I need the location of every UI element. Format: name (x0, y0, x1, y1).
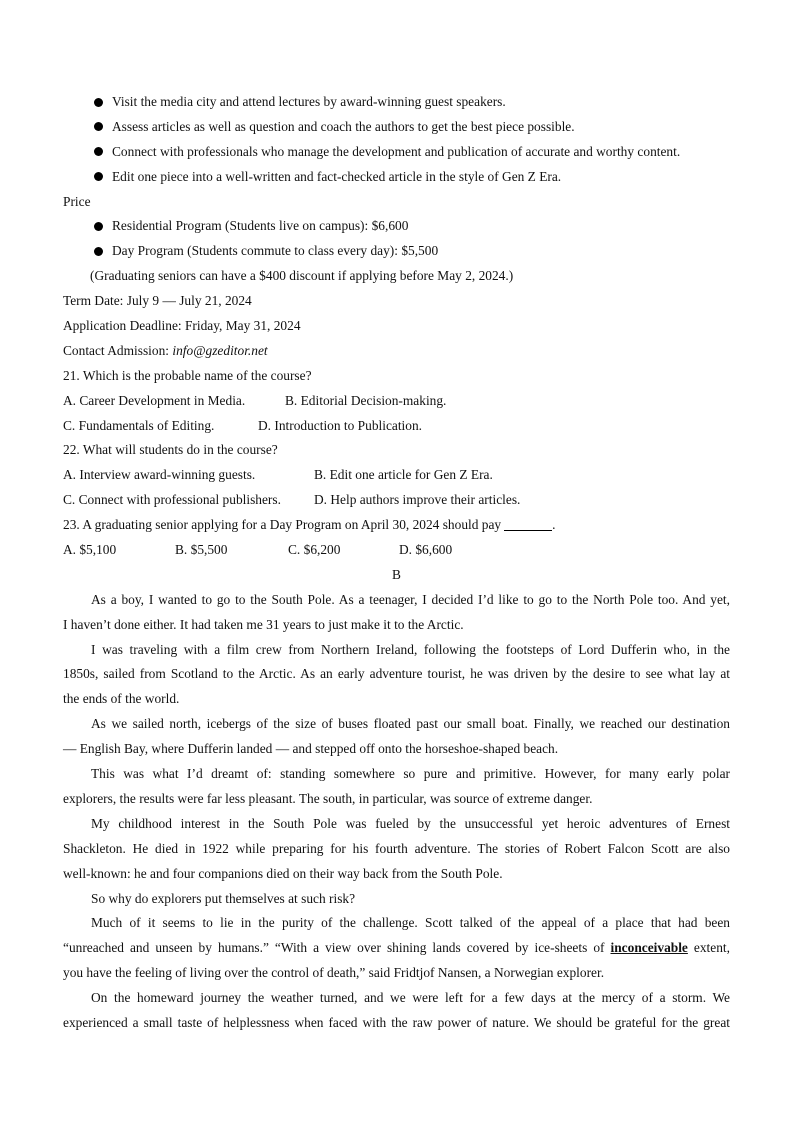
answer-blank (504, 517, 552, 531)
passage-line: Much of it seems to lie in the purity of the challenge. Scott talked of the appeal of a place that had been (91, 915, 730, 931)
course-bullet: Assess articles as well as question and coach the authors to get the best piece possible. (63, 115, 730, 140)
option: B. $5,500 (175, 542, 228, 558)
passage-line: I haven’t done either. It had taken me 31 years to just make it to the Arctic. (63, 616, 464, 632)
passage-line: you have the feeling of living over the control of death,” said Fridtjof Nansen, a Norwegian explorer. (63, 965, 605, 981)
question-options (63, 414, 730, 439)
bullet-dot-icon (94, 247, 103, 256)
option: C. Fundamentals of Editing. (63, 417, 215, 433)
passage-line: As we sailed north, icebergs of the size of buses floated past our small boat. Finally, we reached our destination (91, 716, 730, 732)
section-heading: B (392, 566, 401, 582)
option: C. $6,200 (288, 542, 341, 558)
bullet-dot-icon (94, 98, 103, 107)
passage-line: the ends of the world. (63, 691, 180, 707)
passage-line: well-known: he and four companions died on their way back from the South Pole. (63, 865, 503, 881)
document-page (63, 90, 730, 1036)
price-heading: Price (63, 193, 91, 209)
term-date: Term Date: July 9 — July 21, 2024 (63, 293, 252, 309)
course-bullet: Edit one piece into a well-written and fact-checked article in the style of Gen Z Era. (63, 165, 730, 190)
option: A. Interview award-winning guests. (63, 467, 256, 483)
passage-line: On the homeward journey the weather turned, and we were left for a few days at the mercy of a storm. We (91, 990, 730, 1006)
question-stem: 22. What will students do in the course? (63, 442, 278, 458)
option: A. Career Development in Media. (63, 392, 246, 408)
passage-line: I was traveling with a film crew from Northern Ireland, following the footsteps of Lord Dufferin who, in the (91, 641, 730, 657)
discount-note: (Graduating seniors can have a $400 discount if applying before May 2, 2024.) (90, 268, 514, 284)
contact-email: info@gzeditor.net (172, 342, 268, 358)
passage-line: My childhood interest in the South Pole was fueled by the unsuccessful yet heroic adventures of Ernest (91, 815, 730, 831)
course-bullet: Visit the media city and attend lectures by award-winning guest speakers. (63, 90, 730, 115)
option: D. Help authors improve their articles. (314, 492, 521, 508)
option: D. Introduction to Publication. (258, 417, 423, 433)
option: A. $5,100 (63, 542, 117, 558)
question-options (63, 538, 730, 563)
passage-line: Shackleton. He died in 1922 while preparing for his fourth adventure. The stories of Robert Falcon Scott are also (63, 840, 730, 856)
option: B. Editorial Decision-making. (285, 392, 447, 408)
passage-line: As a boy, I wanted to go to the South Pole. As a teenager, I decided I’d like to go to the North Pole too. And yet, (91, 591, 730, 607)
passage-line: 1850s, sailed from Scotland to the Arctic. As an early adventure tourist, he was driven by the desire to see what lay at (63, 666, 730, 682)
passage-line: experienced a small taste of helplessness when faced with the raw power of nature. We should be grateful for the great (63, 1014, 730, 1030)
option: B. Edit one article for Gen Z Era. (314, 467, 493, 483)
passage-line: So why do explorers put themselves at such risk? (91, 890, 356, 906)
bullet-dot-icon (94, 222, 103, 231)
question-stem: 23. A graduating senior applying for a Day Program on April 30, 2024 should pay . (63, 517, 556, 533)
price-bullet: Day Program (Students commute to class every day): $5,500 (63, 239, 730, 264)
option: D. $6,600 (399, 542, 453, 558)
question-options (63, 488, 730, 513)
passage-line: This was what I’d dreamt of: standing somewhere so pure and primitive. However, for many early polar (91, 766, 730, 782)
course-bullet: Connect with professionals who manage the development and publication of accurate and worthy content. (63, 140, 730, 165)
bullet-dot-icon (94, 147, 103, 156)
application-deadline: Application Deadline: Friday, May 31, 2024 (63, 318, 301, 334)
option: C. Connect with professional publishers. (63, 492, 281, 508)
question-options (63, 389, 730, 414)
contact-admission: Contact Admission: info@gzeditor.net (63, 342, 268, 358)
passage-line: explorers, the results were far less pleasant. The south, in particular, was source of extreme danger. (63, 790, 593, 806)
question-stem: 21. Which is the probable name of the course? (63, 367, 312, 383)
bullet-dot-icon (94, 172, 103, 181)
passage-line: — English Bay, where Dufferin landed — and stepped off onto the horseshoe-shaped beach. (63, 741, 559, 757)
keyword-underlined: inconceivable (610, 940, 688, 956)
passage-line: “unreached and unseen by humans.” “With a view over shining lands covered by ice-sheets of inconceivable extent, (63, 940, 730, 956)
price-bullet: Residential Program (Students live on campus): $6,600 (63, 214, 730, 239)
question-options (63, 463, 730, 488)
bullet-dot-icon (94, 122, 103, 131)
